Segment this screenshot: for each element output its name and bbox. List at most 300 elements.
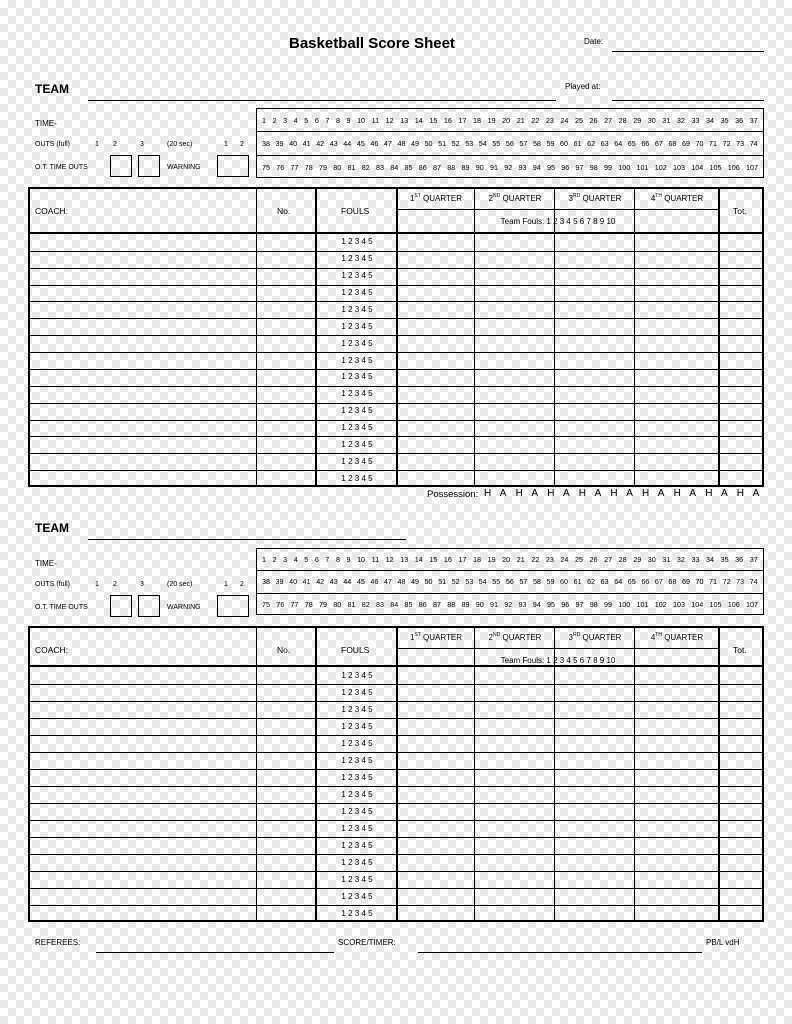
running-score-cell[interactable]: 3 xyxy=(283,115,288,125)
running-score-cell[interactable]: 36 xyxy=(735,115,744,125)
running-score-cell[interactable]: 9 xyxy=(346,555,351,564)
running-score-cell[interactable]: 87 xyxy=(433,162,441,172)
possession-letter[interactable]: H xyxy=(547,488,555,499)
running-score-cell[interactable]: 90 xyxy=(475,162,484,172)
running-score-cell[interactable]: 44 xyxy=(343,577,352,586)
running-score-cell[interactable]: 12 xyxy=(385,115,394,125)
player-fouls[interactable]: 1 2 3 4 5 xyxy=(341,739,373,748)
player-fouls[interactable]: 1 2 3 4 5 xyxy=(341,237,373,246)
running-score-cell[interactable]: 103 xyxy=(673,600,685,609)
running-score-cell[interactable]: 1 xyxy=(262,115,266,125)
running-score-cell[interactable]: 35 xyxy=(720,115,729,125)
player-fouls[interactable]: 1 2 3 4 5 xyxy=(341,389,373,398)
running-score-cell[interactable]: 75 xyxy=(262,600,270,609)
played-at-field[interactable] xyxy=(612,100,764,101)
running-score-cell[interactable]: 71 xyxy=(709,577,718,586)
running-score-cell[interactable]: 75 xyxy=(262,162,270,172)
running-score-row xyxy=(262,133,758,153)
running-score-cell[interactable]: 7 xyxy=(325,115,330,125)
running-score-cell[interactable]: 63 xyxy=(600,577,609,586)
running-score-cell[interactable]: 92 xyxy=(504,162,513,172)
running-score-cell[interactable]: 6 xyxy=(314,555,319,564)
running-score-cell[interactable]: 47 xyxy=(383,138,392,148)
running-score-cell[interactable]: 101 xyxy=(636,162,649,172)
running-score-cell[interactable]: 23 xyxy=(545,555,554,564)
running-score-cell[interactable]: 11 xyxy=(371,555,380,564)
running-score-cell[interactable]: 99 xyxy=(604,600,612,609)
running-score-cell[interactable]: 100 xyxy=(618,600,631,609)
player-fouls[interactable]: 1 2 3 4 5 xyxy=(341,305,373,314)
running-score-cell[interactable]: 100 xyxy=(618,162,631,172)
player-fouls[interactable]: 1 2 3 4 5 xyxy=(341,474,373,483)
running-score-cell[interactable]: 19 xyxy=(487,115,496,125)
team-label: TEAM xyxy=(35,521,69,535)
running-score-cell[interactable]: 83 xyxy=(376,162,384,172)
credit-text: PB/L vdH xyxy=(706,938,740,947)
running-score-cell[interactable]: 105 xyxy=(709,600,722,609)
running-score-cell[interactable]: 94 xyxy=(532,162,541,172)
running-score-cell[interactable]: 98 xyxy=(589,600,598,609)
possession-letter[interactable]: A xyxy=(626,488,633,499)
running-score-cell[interactable]: 34 xyxy=(706,115,715,125)
running-score-cell[interactable]: 38 xyxy=(262,577,270,586)
running-score-cell[interactable]: 51 xyxy=(438,577,447,586)
running-score-cell[interactable]: 15 xyxy=(429,555,438,564)
running-score-cell[interactable]: 39 xyxy=(275,138,284,148)
team-fouls-row[interactable]: Team Fouls: 1 2 3 4 5 6 7 8 9 10 xyxy=(500,656,616,665)
running-score-cell[interactable]: 4 xyxy=(293,555,298,564)
outs-full-label: OUTS (full) xyxy=(35,141,70,148)
running-score-cell[interactable]: 62 xyxy=(587,138,596,148)
running-score-cell[interactable]: 2 xyxy=(272,115,277,125)
running-score-cell[interactable]: 84 xyxy=(390,162,399,172)
player-fouls[interactable]: 1 2 3 4 5 xyxy=(341,440,373,449)
running-score-cell[interactable]: 105 xyxy=(709,162,722,172)
possession-letter[interactable]: A xyxy=(594,488,602,499)
running-score-cell[interactable]: 41 xyxy=(302,138,311,148)
running-score-cell[interactable]: 17 xyxy=(458,115,467,125)
running-score-cell[interactable]: 24 xyxy=(560,115,569,125)
possession-letter[interactable]: A xyxy=(563,488,570,499)
running-score-cell[interactable]: 57 xyxy=(519,138,528,148)
running-score-cell[interactable]: 67 xyxy=(654,577,663,586)
running-score-cell[interactable]: 78 xyxy=(304,162,313,172)
warning-box[interactable] xyxy=(217,595,249,617)
running-score-cell[interactable]: 8 xyxy=(335,115,340,125)
possession-letter[interactable]: H xyxy=(610,488,618,499)
running-score-cell[interactable]: 35 xyxy=(720,555,729,564)
running-score-cell[interactable]: 32 xyxy=(676,555,685,564)
running-score-cell[interactable]: 6 xyxy=(314,115,319,125)
running-score-row xyxy=(262,110,758,130)
running-score-cell[interactable]: 80 xyxy=(333,600,342,609)
running-score-cell[interactable]: 96 xyxy=(561,162,570,172)
team-fouls-row[interactable]: Team Fouls: 1 2 3 4 5 6 7 8 9 10 xyxy=(500,217,616,226)
running-score-cell[interactable]: 42 xyxy=(316,138,325,148)
player-fouls[interactable]: 1 2 3 4 5 xyxy=(341,705,373,714)
player-fouls[interactable]: 1 2 3 4 5 xyxy=(341,756,373,765)
player-fouls[interactable]: 1 2 3 4 5 xyxy=(341,322,373,331)
running-score-cell[interactable]: 25 xyxy=(574,555,583,564)
running-score-cell[interactable]: 22 xyxy=(531,555,540,564)
running-score-cell[interactable]: 57 xyxy=(519,577,528,586)
running-score-cell[interactable]: 25 xyxy=(574,115,583,125)
running-score-cell[interactable]: 58 xyxy=(532,138,541,148)
running-score-cell[interactable]: 49 xyxy=(411,577,420,586)
running-score-cell[interactable]: 69 xyxy=(681,577,690,586)
running-score-cell[interactable]: 55 xyxy=(492,577,501,586)
ot-timeout-box-1[interactable] xyxy=(110,595,132,617)
player-fouls[interactable]: 1 2 3 4 5 xyxy=(341,909,373,918)
running-score-cell[interactable]: 72 xyxy=(722,138,731,148)
running-score-cell[interactable]: 40 xyxy=(289,138,298,148)
running-score-cell[interactable]: 70 xyxy=(695,577,704,586)
table-column-divider xyxy=(718,626,720,922)
running-score-cell[interactable]: 95 xyxy=(547,600,555,609)
date-field[interactable] xyxy=(612,51,764,52)
running-score-cell[interactable]: 79 xyxy=(319,162,327,172)
running-score-cell[interactable]: 60 xyxy=(560,138,569,148)
running-score-cell[interactable]: 29 xyxy=(633,115,642,125)
running-score-cell[interactable]: 66 xyxy=(641,138,650,148)
running-score-cell[interactable]: 65 xyxy=(627,577,636,586)
running-score-cell[interactable]: 41 xyxy=(302,577,311,586)
possession-letter[interactable]: A xyxy=(531,488,539,499)
running-score-cell[interactable]: 58 xyxy=(532,577,541,586)
running-score-cell[interactable]: 85 xyxy=(404,162,413,172)
running-score-cell[interactable]: 72 xyxy=(722,577,731,586)
table-column-divider xyxy=(634,626,635,922)
running-score-cell[interactable]: 60 xyxy=(560,577,569,586)
ot-timeout-box-2[interactable] xyxy=(138,595,160,617)
possession-letter[interactable]: H xyxy=(642,488,650,499)
running-score-cell[interactable]: 13 xyxy=(400,115,409,125)
player-fouls[interactable]: 1 2 3 4 5 xyxy=(341,372,373,381)
running-score-cell[interactable]: 16 xyxy=(443,115,452,125)
running-score-cell[interactable]: 13 xyxy=(400,555,409,564)
player-fouls[interactable]: 1 2 3 4 5 xyxy=(341,790,373,799)
ot-timeout-box-2[interactable] xyxy=(138,155,160,177)
running-score-cell[interactable]: 93 xyxy=(518,600,527,609)
player-fouls[interactable]: 1 2 3 4 5 xyxy=(341,339,373,348)
table-row xyxy=(28,285,764,286)
running-score-cell[interactable]: 106 xyxy=(727,162,740,172)
running-score-cell[interactable]: 1 xyxy=(262,555,266,564)
running-score-cell[interactable]: 63 xyxy=(600,138,609,148)
possession-letter[interactable]: A xyxy=(657,488,665,499)
running-score-cell[interactable]: 71 xyxy=(709,138,718,148)
running-score-cell[interactable]: 10 xyxy=(357,115,366,125)
referees-field[interactable] xyxy=(96,952,334,953)
possession-letter[interactable]: H xyxy=(673,488,681,499)
running-score-cell[interactable]: 68 xyxy=(668,138,677,148)
running-score-cell[interactable]: 4 xyxy=(293,115,298,125)
player-fouls[interactable]: 1 2 3 4 5 xyxy=(341,271,373,280)
running-score-cell[interactable]: 28 xyxy=(618,115,627,125)
player-fouls[interactable]: 1 2 3 4 5 xyxy=(341,288,373,297)
possession-letter[interactable]: A xyxy=(499,488,507,499)
running-score-divider xyxy=(256,593,764,594)
running-score-cell[interactable]: 96 xyxy=(561,600,570,609)
possession-letter[interactable]: H xyxy=(736,488,745,499)
running-score-cell[interactable]: 89 xyxy=(461,600,470,609)
possession-letter[interactable]: A xyxy=(689,488,697,499)
running-score-cell[interactable]: 52 xyxy=(451,138,460,148)
running-score-cell[interactable]: 91 xyxy=(490,162,498,172)
warning-box[interactable] xyxy=(217,155,249,177)
running-score-cell[interactable]: 33 xyxy=(691,115,700,125)
player-number-header: No. xyxy=(277,645,291,655)
total-header: Tot. xyxy=(733,645,747,655)
running-score-cell[interactable]: 26 xyxy=(589,555,598,564)
running-score-cell[interactable]: 44 xyxy=(343,138,352,148)
running-score-cell[interactable]: 5 xyxy=(304,115,309,125)
running-score-cell[interactable]: 59 xyxy=(546,577,555,586)
table-row xyxy=(28,888,764,889)
ot-timeout-box-1[interactable] xyxy=(110,155,132,177)
running-score-cell[interactable]: 2 xyxy=(272,555,277,564)
running-score-cell[interactable]: 67 xyxy=(654,138,663,148)
running-score-cell[interactable]: 104 xyxy=(691,162,704,172)
running-score-cell[interactable]: 43 xyxy=(329,138,338,148)
timeout-number: 1 xyxy=(95,141,99,148)
running-score-cell[interactable]: 86 xyxy=(418,162,427,172)
running-score-cell[interactable]: 69 xyxy=(681,138,690,148)
running-score-cell[interactable]: 65 xyxy=(627,138,636,148)
running-score-cell[interactable]: 48 xyxy=(397,577,406,586)
running-score-cell[interactable]: 11 xyxy=(371,115,380,125)
running-score-cell[interactable]: 37 xyxy=(749,115,758,125)
running-score-cell[interactable]: 21 xyxy=(516,555,525,564)
running-score-cell[interactable]: 23 xyxy=(545,115,554,125)
player-fouls[interactable]: 1 2 3 4 5 xyxy=(341,423,373,432)
running-score-cell[interactable]: 38 xyxy=(262,138,270,148)
player-fouls[interactable]: 1 2 3 4 5 xyxy=(341,892,373,901)
running-score-cell[interactable]: 12 xyxy=(385,555,394,564)
running-score-cell[interactable]: 97 xyxy=(575,600,584,609)
player-fouls[interactable]: 1 2 3 4 5 xyxy=(341,824,373,833)
possession-letter[interactable]: H xyxy=(515,488,523,499)
running-score-cell[interactable]: 64 xyxy=(614,138,623,148)
running-score-cell[interactable]: 40 xyxy=(289,577,298,586)
running-score-cell[interactable]: 97 xyxy=(575,162,584,172)
sheet-title: Basketball Score Sheet xyxy=(289,35,455,52)
running-score-cell[interactable]: 43 xyxy=(329,577,338,586)
running-score-cell[interactable]: 50 xyxy=(424,577,433,586)
running-score-cell[interactable]: 46 xyxy=(370,138,379,148)
running-score-cell[interactable]: 56 xyxy=(505,577,514,586)
running-score-cell[interactable]: 27 xyxy=(604,555,613,564)
player-fouls[interactable]: 1 2 3 4 5 xyxy=(341,858,373,867)
running-score-cell[interactable]: 47 xyxy=(383,577,392,586)
player-fouls[interactable]: 1 2 3 4 5 xyxy=(341,406,373,415)
table-row xyxy=(28,470,764,471)
running-score-cell[interactable]: 66 xyxy=(641,577,650,586)
running-score-cell[interactable]: 64 xyxy=(614,577,623,586)
running-score-cell[interactable]: 14 xyxy=(414,115,423,125)
running-score-cell[interactable]: 102 xyxy=(654,162,667,172)
running-score-cell[interactable]: 21 xyxy=(516,115,525,125)
running-score-cell[interactable]: 17 xyxy=(458,555,467,564)
running-score-cell[interactable]: 76 xyxy=(276,162,285,172)
running-score-cell[interactable]: 8 xyxy=(335,555,340,564)
running-score-cell[interactable]: 61 xyxy=(573,138,582,148)
running-score-cell[interactable]: 103 xyxy=(673,162,685,172)
running-score-cell[interactable]: 9 xyxy=(346,115,351,125)
table-row xyxy=(28,352,764,353)
running-score-cell[interactable]: 22 xyxy=(531,115,540,125)
running-score-cell[interactable]: 88 xyxy=(447,162,456,172)
timeout-number: 1 xyxy=(95,581,99,588)
running-score-cell[interactable]: 104 xyxy=(691,600,704,609)
running-score-cell[interactable]: 91 xyxy=(490,600,498,609)
running-score-cell[interactable]: 54 xyxy=(478,138,487,148)
running-score-cell[interactable]: 74 xyxy=(749,577,758,586)
running-score-cell[interactable]: 89 xyxy=(461,162,470,172)
player-fouls[interactable]: 1 2 3 4 5 xyxy=(341,688,373,697)
twenty-sec-number: 1 xyxy=(224,141,228,148)
running-score-cell[interactable]: 70 xyxy=(695,138,704,148)
running-score-cell[interactable]: 50 xyxy=(424,138,433,148)
running-score-cell[interactable]: 82 xyxy=(361,162,370,172)
running-score-cell[interactable]: 28 xyxy=(618,555,627,564)
player-fouls[interactable]: 1 2 3 4 5 xyxy=(341,807,373,816)
running-score-cell[interactable]: 92 xyxy=(504,600,513,609)
running-score-cell[interactable]: 18 xyxy=(473,115,482,125)
running-score-cell[interactable]: 53 xyxy=(465,138,474,148)
running-score-cell[interactable]: 83 xyxy=(376,600,384,609)
running-score-cell[interactable]: 30 xyxy=(647,555,656,564)
running-score-cell[interactable]: 88 xyxy=(447,600,456,609)
running-score-cell[interactable]: 32 xyxy=(676,115,685,125)
running-score-cell[interactable]: 85 xyxy=(404,600,413,609)
running-score-cell[interactable]: 68 xyxy=(668,577,677,586)
player-fouls[interactable]: 1 2 3 4 5 xyxy=(341,457,373,466)
running-score-cell[interactable]: 82 xyxy=(361,600,370,609)
table-row xyxy=(28,301,764,302)
running-score-cell[interactable]: 81 xyxy=(347,600,356,609)
running-score-cell[interactable]: 24 xyxy=(560,555,569,564)
team-name-field[interactable] xyxy=(88,539,406,540)
running-score-cell[interactable]: 61 xyxy=(573,577,582,586)
running-score-row xyxy=(262,157,758,177)
player-fouls[interactable]: 1 2 3 4 5 xyxy=(341,671,373,680)
player-fouls[interactable]: 1 2 3 4 5 xyxy=(341,875,373,884)
running-score-cell[interactable]: 20 xyxy=(502,115,511,125)
player-fouls[interactable]: 1 2 3 4 5 xyxy=(341,773,373,782)
possession-letter[interactable]: A xyxy=(721,488,728,499)
running-score-cell[interactable]: 34 xyxy=(706,555,715,564)
running-score-cell[interactable]: 46 xyxy=(370,577,379,586)
running-score-cell[interactable]: 51 xyxy=(438,138,447,148)
running-score-cell[interactable]: 79 xyxy=(319,600,327,609)
score-timer-field[interactable] xyxy=(418,952,702,953)
running-score-cell[interactable]: 5 xyxy=(304,555,309,564)
running-score-cell[interactable]: 52 xyxy=(451,577,460,586)
running-score-cell[interactable]: 48 xyxy=(397,138,406,148)
team-name-field[interactable] xyxy=(88,100,556,101)
running-score-cell[interactable]: 101 xyxy=(636,600,649,609)
running-score-cell[interactable]: 98 xyxy=(589,162,598,172)
running-score-cell[interactable]: 31 xyxy=(662,115,671,125)
running-score-cell[interactable]: 80 xyxy=(333,162,342,172)
running-score-cell[interactable]: 77 xyxy=(290,600,299,609)
running-score-cell[interactable]: 90 xyxy=(475,600,484,609)
running-score-cell[interactable]: 39 xyxy=(275,577,284,586)
running-score-cell[interactable]: 73 xyxy=(736,138,745,148)
quarter-header-1: 1ST QUARTER xyxy=(409,193,463,203)
running-score-cell[interactable]: 56 xyxy=(505,138,514,148)
running-score-cell[interactable]: 107 xyxy=(746,162,758,172)
running-score-cell[interactable]: 16 xyxy=(443,555,452,564)
running-score-cell[interactable]: 99 xyxy=(604,162,612,172)
player-fouls[interactable]: 1 2 3 4 5 xyxy=(341,254,373,263)
possession-letter[interactable]: H xyxy=(484,488,492,499)
running-score-cell[interactable]: 45 xyxy=(356,577,365,586)
running-score-cell[interactable]: 29 xyxy=(633,555,642,564)
running-score-cell[interactable]: 54 xyxy=(478,577,487,586)
player-fouls[interactable]: 1 2 3 4 5 xyxy=(341,356,373,365)
running-score-cell[interactable]: 93 xyxy=(518,162,527,172)
running-score-cell[interactable]: 20 xyxy=(502,555,511,564)
running-score-cell[interactable]: 45 xyxy=(356,138,365,148)
running-score-cell[interactable]: 106 xyxy=(727,600,740,609)
running-score-cell[interactable]: 36 xyxy=(735,555,744,564)
running-score-cell[interactable]: 3 xyxy=(283,555,288,564)
running-score-cell[interactable]: 102 xyxy=(654,600,667,609)
running-score-cell[interactable]: 33 xyxy=(691,555,700,564)
score-timer-label: SCORE/TIMER: xyxy=(338,938,396,947)
running-score-cell[interactable]: 81 xyxy=(347,162,356,172)
running-score-cell[interactable]: 94 xyxy=(532,600,541,609)
running-score-cell[interactable]: 76 xyxy=(276,600,285,609)
running-score-cell[interactable]: 30 xyxy=(647,115,656,125)
running-score-cell[interactable]: 31 xyxy=(662,555,671,564)
running-score-cell[interactable]: 42 xyxy=(316,577,325,586)
running-score-cell[interactable]: 87 xyxy=(433,600,441,609)
running-score-cell[interactable]: 86 xyxy=(418,600,427,609)
running-score-cell[interactable]: 62 xyxy=(587,577,596,586)
running-score-cell[interactable]: 84 xyxy=(390,600,399,609)
player-fouls[interactable]: 1 2 3 4 5 xyxy=(341,722,373,731)
running-score-cell[interactable]: 53 xyxy=(465,577,474,586)
running-score-cell[interactable]: 107 xyxy=(746,600,758,609)
running-score-cell[interactable]: 7 xyxy=(325,555,330,564)
running-score-cell[interactable]: 59 xyxy=(546,138,555,148)
possession-letter[interactable]: A xyxy=(752,488,760,499)
running-score-row xyxy=(262,595,758,614)
running-score-cell[interactable]: 27 xyxy=(604,115,613,125)
running-score-cell[interactable]: 78 xyxy=(304,600,313,609)
running-score-cell[interactable]: 19 xyxy=(487,555,496,564)
running-score-cell[interactable]: 55 xyxy=(492,138,501,148)
twenty-sec-number: 1 xyxy=(224,581,228,588)
possession-letter[interactable]: H xyxy=(705,488,713,499)
running-score-cell[interactable]: 10 xyxy=(357,555,366,564)
running-score-cell[interactable]: 74 xyxy=(749,138,758,148)
running-score-cell[interactable]: 18 xyxy=(473,555,482,564)
running-score-cell[interactable]: 26 xyxy=(589,115,598,125)
player-fouls[interactable]: 1 2 3 4 5 xyxy=(341,841,373,850)
running-score-cell[interactable]: 73 xyxy=(736,577,745,586)
running-score-cell[interactable]: 49 xyxy=(411,138,420,148)
possession-letter[interactable]: H xyxy=(578,488,587,499)
running-score-cell[interactable]: 14 xyxy=(414,555,423,564)
running-score-cell[interactable]: 95 xyxy=(547,162,555,172)
running-score-cell[interactable]: 15 xyxy=(429,115,438,125)
running-score-cell[interactable]: 37 xyxy=(749,555,758,564)
running-score-cell[interactable]: 77 xyxy=(290,162,299,172)
